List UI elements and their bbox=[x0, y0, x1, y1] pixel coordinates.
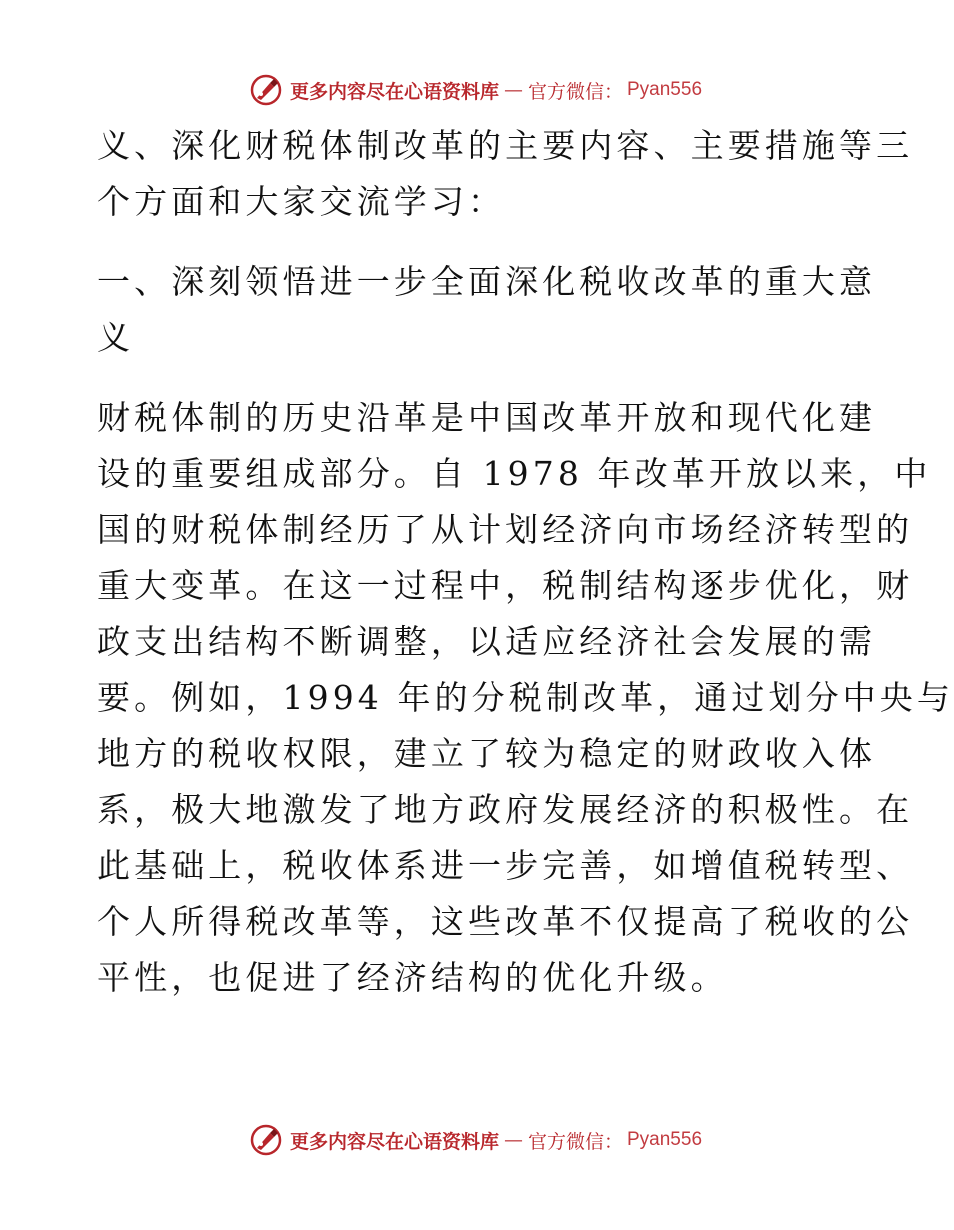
intro-line: 个方面和大家交流学习： bbox=[97, 182, 506, 221]
paragraph-line: 个人所得税改革等，这些改革不仅提高了税收的公 bbox=[97, 902, 914, 941]
paragraph-line: 设的重要组成部分。自 1978 年改革开放以来，中 bbox=[97, 454, 932, 493]
paragraph-line: 系，极大地激发了地方政府发展经济的积极性。在 bbox=[97, 790, 914, 829]
watermark-account: Pyan556 bbox=[627, 79, 703, 100]
intro-line: 义、深化财税体制改革的主要内容、主要措施等三 bbox=[97, 126, 914, 165]
paragraph-line: 重大变革。在这一过程中，税制结构逐步优化，财 bbox=[97, 566, 914, 605]
section-heading-line: 一、深刻领悟进一步全面深化税收改革的重大意 bbox=[97, 262, 877, 301]
watermark-brand: 更多内容尽在心语资料库 bbox=[289, 1130, 499, 1153]
paragraph-line: 地方的税收权限，建立了较为稳定的财政收入体 bbox=[97, 734, 877, 773]
watermark-label: 官方微信： bbox=[527, 80, 623, 103]
watermark-separator: — bbox=[503, 1129, 523, 1151]
paragraph-line: 财税体制的历史沿革是中国改革开放和现代化建 bbox=[97, 398, 877, 437]
paragraph-line: 要。例如，1994 年的分税制改革，通过划分中央与 bbox=[97, 678, 954, 717]
watermark-label: 官方微信： bbox=[527, 1130, 623, 1153]
document-body bbox=[97, 118, 954, 1006]
paragraph-line: 政支出结构不断调整，以适应经济社会发展的需 bbox=[97, 622, 877, 661]
paragraph-line: 平性，也促进了经济结构的优化升级。 bbox=[97, 958, 728, 997]
footer-watermark bbox=[0, 1120, 950, 1160]
watermark-account: Pyan556 bbox=[627, 1129, 703, 1150]
watermark-brand: 更多内容尽在心语资料库 bbox=[289, 80, 499, 103]
pen-nib-logo-icon bbox=[248, 72, 284, 108]
section-heading-line: 义 bbox=[97, 318, 135, 357]
header-watermark bbox=[0, 70, 950, 110]
pen-nib-logo-icon bbox=[248, 1122, 284, 1158]
watermark-separator: — bbox=[503, 79, 523, 101]
paragraph-line: 国的财税体制经历了从计划经济向市场经济转型的 bbox=[97, 510, 914, 549]
paragraph-line: 此基础上，税收体系进一步完善，如增值税转型、 bbox=[97, 846, 914, 885]
